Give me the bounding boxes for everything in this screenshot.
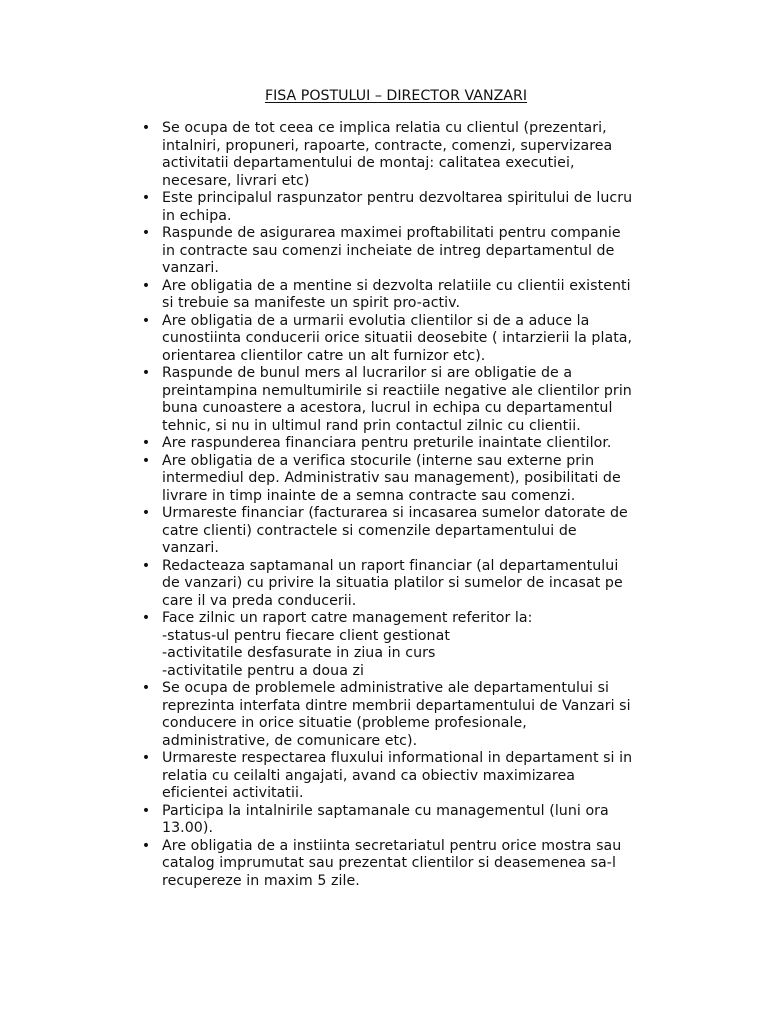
bullet-icon: • [141, 750, 151, 766]
duty-item [0, 680, 690, 750]
duty-text-line: vanzari. [162, 540, 219, 556]
duty-text-line: 13.00). [162, 820, 214, 836]
duty-text-line: in contracte sau comenzi incheiate de intreg departamentul de [162, 242, 615, 259]
bullet-icon: • [141, 190, 151, 206]
duty-item [0, 435, 690, 453]
duty-item [0, 838, 690, 891]
duty-text-line: Face zilnic un raport catre management referitor la: [162, 610, 533, 626]
duty-item [0, 750, 690, 803]
duty-item [0, 313, 690, 366]
duties-list [0, 120, 768, 890]
duty-text-line: care il va preda conducerii. [162, 592, 357, 609]
bullet-icon: • [141, 277, 151, 294]
bullet-icon: • [141, 505, 151, 521]
duty-text-line: activitatii departamentului de montaj: calitatea executiei, [162, 155, 575, 171]
bullet-icon: • [141, 452, 151, 469]
bullet-icon: • [141, 610, 151, 626]
duty-item [0, 803, 690, 838]
duty-text-line: reprezinta interfata dintre membrii departamentului de Vanzari si [162, 697, 631, 714]
duty-text-line: Are obligatia de a instiinta secretariatul pentru orice mostra sau [162, 837, 622, 854]
duty-text-line: -status-ul pentru fiecare client gestionat [162, 627, 450, 644]
duty-text-line: Are raspunderea financiara pentru preturile inaintate clientilor. [162, 435, 612, 451]
bullet-icon: • [141, 557, 151, 574]
duty-item [0, 558, 690, 611]
duty-text-line: relatia cu ceilalti angajati, avand ca obiectiv maximizarea [162, 767, 576, 784]
bullet-icon: • [141, 435, 151, 451]
bullet-icon: • [141, 312, 151, 329]
duty-text-line: Este principalul raspunzator pentru dezvoltarea spiritului de lucru [162, 190, 633, 206]
duty-text-line: Participa la intalnirile saptamanale cu managementul (luni ora [162, 802, 609, 819]
duty-text-line: catalog imprumutat sau prezentat clientilor si deasemenea sa-l [162, 855, 616, 871]
duty-text-line: -activitatile pentru a doua zi [162, 662, 364, 679]
duty-item [0, 225, 690, 278]
bullet-icon: • [141, 120, 151, 136]
duty-text-line: Raspunde de asigurarea maximei proftabilitati pentru companie [162, 225, 621, 241]
bullet-icon: • [141, 680, 151, 696]
duty-item [0, 278, 690, 313]
bullet-icon: • [141, 802, 151, 819]
duty-text-line: buna cunoastere a acestora, lucrul in echipa cu departamentul [162, 400, 613, 416]
duty-text-line: Are obligatia de a urmarii evolutia clientilor si de a aduce la [162, 312, 590, 329]
duty-text-line: livrare in timp inainte de a semna contracte sau comenzi. [162, 487, 576, 504]
duty-text-line: necesare, livrari etc) [162, 172, 310, 189]
duty-text-line: conducere in orice situatie (probleme profesionale, [162, 715, 527, 731]
duty-text-line: catre clienti) contractele si comenzile departamentului de [162, 522, 577, 539]
duty-text-line: tehnic, si nu in ultimul rand prin contactul zilnic cu clientii. [162, 417, 581, 434]
duty-text-line: Urmareste respectarea fluxului informational in departament si in [162, 750, 633, 766]
duty-item [0, 453, 690, 506]
duty-text-line: de vanzari) cu privire la situatia platilor si sumelor de incasat pe [162, 575, 623, 591]
duty-text-line: Are obligatia de a mentine si dezvolta relatiile cu clientii existenti [162, 277, 631, 294]
bullet-icon: • [141, 365, 151, 381]
duty-text-line: Raspunde de bunul mers al lucrarilor si are obligatie de a [162, 365, 573, 381]
duty-text-line: intermediul dep. Administrativ sau management), posibilitati de [162, 470, 621, 486]
duty-text-line: preintampina nemultumirile si reactiile negative ale clientilor prin [162, 382, 632, 399]
duty-text-line: orientarea clientilor catre un alt furnizor etc). [162, 347, 486, 364]
duty-item [0, 120, 690, 190]
duty-text-line: Are obligatia de a verifica stocurile (interne sau externe prin [162, 452, 595, 469]
duty-text-line: intalniri, propuneri, rapoarte, contracte, comenzi, supervizarea [162, 137, 613, 154]
duty-text-line: cunostiinta conducerii orice situatii deosebite ( intarzierii la plata, [162, 330, 633, 346]
duty-item [0, 190, 690, 225]
duty-item [0, 610, 690, 680]
duty-text-line: Urmareste financiar (facturarea si incasarea sumelor datorate de [162, 505, 628, 521]
duty-text-line: recupereze in maxim 5 zile. [162, 872, 360, 889]
duty-text-line: in echipa. [162, 207, 232, 224]
bullet-icon: • [141, 225, 151, 241]
duty-text-line: Se ocupa de tot ceea ce implica relatia cu clientul (prezentari, [162, 120, 607, 136]
duty-text-line: -activitatile desfasurate in ziua in curs [162, 645, 436, 661]
duty-item [0, 365, 690, 435]
duty-text-line: vanzari. [162, 260, 219, 276]
page-title: FISA POSTULUI – DIRECTOR VANZARI [264, 88, 528, 104]
duty-text-line: eficientei activitatii. [162, 785, 304, 801]
duty-text-line: si trebuie sa manifeste un spirit pro-activ. [162, 295, 461, 311]
bullet-icon: • [141, 837, 151, 854]
duty-text-line: administrative, de comunicare etc). [162, 732, 418, 749]
duty-text-line: Se ocupa de problemele administrative ale departamentului si [162, 680, 610, 696]
duty-text-line: Redacteaza saptamanal un raport financiar (al departamentului [162, 557, 619, 574]
duty-item [0, 505, 690, 558]
